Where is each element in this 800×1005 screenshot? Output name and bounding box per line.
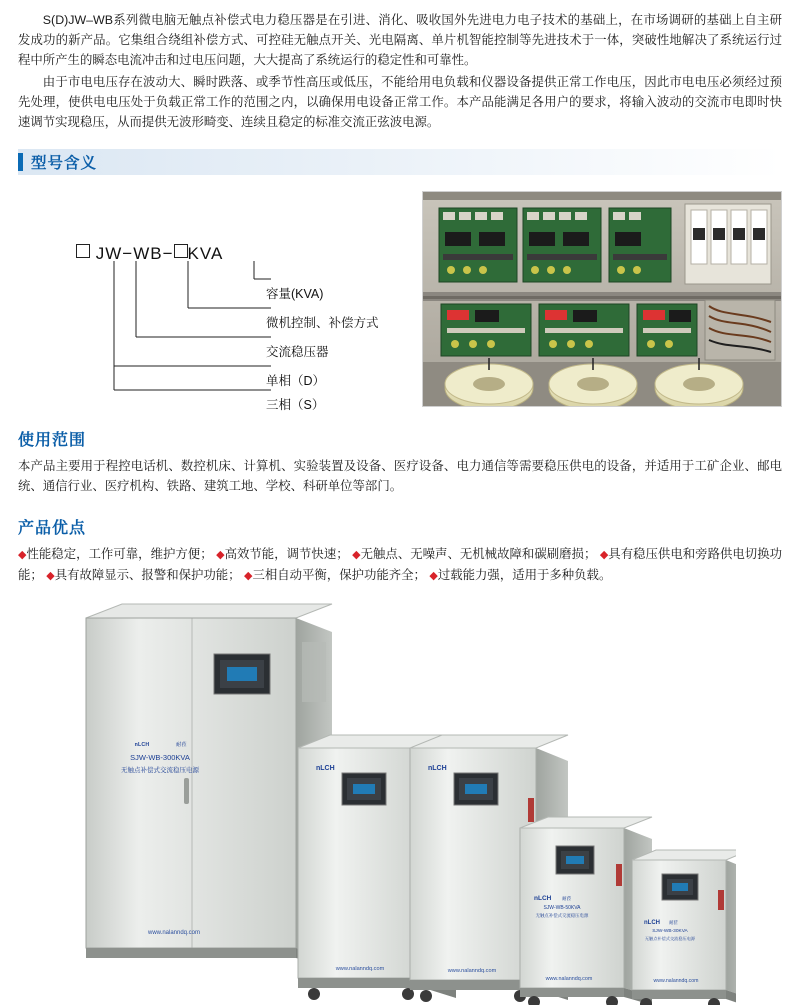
svg-text:耐菈: 耐菈 — [669, 920, 678, 926]
bullet-diamond-icon: ◆ — [429, 569, 438, 582]
svg-text:SJW-WB-300KVA: SJW-WB-300KVA — [130, 752, 190, 762]
svg-text:SJW-WB-30KVA: SJW-WB-30KVA — [652, 928, 688, 934]
advantage-item: 三相自动平衡，保护功能齐全； — [252, 567, 426, 582]
advantage-item: 过载能力强，适用于多种负载。 — [437, 567, 612, 582]
product-family-illustration — [64, 598, 736, 1005]
model-code-prefix-box — [76, 244, 90, 258]
advantage-item: 具有稳压供电和旁路供电切换功能； — [18, 546, 783, 582]
section-heading-advantages: 产品优点 — [18, 519, 87, 537]
svg-text:SJW-WB-50KVA: SJW-WB-50KVA — [543, 904, 581, 911]
model-code-string — [76, 244, 223, 264]
svg-text:无触点补偿式交流稳压电源: 无触点补偿式交流稳压电源 — [535, 913, 589, 919]
diagram-leader-lines — [18, 189, 418, 404]
bullet-diamond-icon: ◆ — [599, 548, 609, 561]
model-legend-three-phase: 三相（S） — [266, 397, 325, 412]
section-title-text: 型号含义 — [31, 154, 98, 172]
bullet-diamond-icon: ◆ — [18, 548, 27, 561]
svg-text:无触点补偿式交流稳压电源: 无触点补偿式交流稳压电源 — [121, 765, 199, 774]
control-board-illustration — [423, 192, 782, 407]
intro-paragraph-2: 由于市电电压存在波动大、瞬时跌落、或季节性高压或低压，不能给用电负载和仪器设备提供正常工作电压，因此市电电压必须经过预先处理，使供电电压处于负载正常工作的范围之内，以确保用电设备正常工作。本产品能满足各用户的要求，将输入波动的交流市电即时快速调节实现稳压，从而提供无波形畸变、连续且稳定的标准交流正弦波电源。 — [18, 75, 782, 130]
advantage-item: 高效节能，调节快速； — [224, 546, 349, 561]
section-heading-model-meaning — [18, 149, 782, 175]
svg-text:无触点补偿式交流稳压电源: 无触点补偿式交流稳压电源 — [644, 935, 696, 941]
bullet-diamond-icon: ◆ — [216, 548, 225, 561]
bullet-diamond-icon: ◆ — [244, 569, 253, 582]
svg-text:耐菈: 耐菈 — [176, 741, 187, 748]
model-code-unit: KVA — [187, 243, 224, 263]
heading-tick-marker — [18, 153, 23, 171]
advantage-item: 无触点、无噪声、无机械故障和碳刷磨损； — [360, 546, 597, 561]
section-heading-usage-scope: 使用范围 — [18, 431, 87, 449]
model-legend-regulator: 交流稳压器 — [266, 344, 329, 359]
svg-text:nLCH: nLCH — [134, 741, 150, 748]
intro-section — [0, 0, 800, 133]
cabinet-300kva — [86, 604, 332, 968]
model-legend-capacity: 容量(KVA) — [266, 286, 324, 301]
advantage-item: 具有故障显示、报警和保护功能； — [54, 567, 241, 582]
svg-text:www.nalanndq.com: www.nalanndq.com — [447, 967, 497, 974]
model-legend-control: 微机控制、补偿方式 — [266, 315, 379, 330]
svg-text:耐菈: 耐菈 — [562, 896, 572, 902]
svg-text:www.nalanndq.com: www.nalanndq.com — [545, 975, 593, 982]
model-legend-single-phase: 单相（D） — [266, 373, 326, 388]
cabinet-30kva — [632, 850, 736, 1005]
model-code-diagram — [18, 189, 418, 412]
svg-text:www.nalanndq.com: www.nalanndq.com — [653, 977, 699, 984]
svg-text:www.nalanndq.com: www.nalanndq.com — [147, 929, 201, 936]
svg-text:www.nalanndq.com: www.nalanndq.com — [335, 965, 385, 972]
control-board-photo — [422, 191, 782, 407]
intro-paragraph-1: S(D)JW–WB系列微电脑无触点补偿式电力稳压器是在引进、消化、吸收国外先进电力电子技术的基础上，在市场调研的基础上自主研发成功的新产品。它集组合绕组补偿方式、可控硅无触点开关、光电隔离、单片机智能控制等先进技术于一体，突破性地解决了系统运行过程中所产生的瞬态电流冲击和过电压问题，大大提高了系统运行的稳定性和可靠性。 — [18, 13, 782, 68]
product-family-photo — [64, 598, 736, 1005]
advantage-item: 性能稳定，工作可靠，维护方便； — [26, 546, 213, 561]
svg-text:nLCH: nLCH — [316, 764, 335, 772]
svg-text:nLCH: nLCH — [428, 764, 447, 772]
usage-scope-text: 本产品主要用于程控电话机、数控机床、计算机、实验装置及设备、医疗设备、电力通信等需要稳压供电的设备，并适用于工矿企业、邮电统、通信行业、医疗机构、铁路、建筑工地、学校、科研单位等部门。 — [18, 458, 782, 494]
bullet-diamond-icon: ◆ — [352, 548, 361, 561]
svg-text:nLCH: nLCH — [644, 919, 660, 926]
advantages-text — [18, 544, 782, 586]
bullet-diamond-icon: ◆ — [46, 569, 55, 582]
model-meaning-block — [0, 181, 800, 412]
model-code-text: JW−WB− — [95, 243, 174, 263]
model-code-suffix-box — [174, 244, 188, 258]
heading-bar-background — [18, 149, 782, 175]
svg-text:nLCH: nLCH — [534, 894, 552, 902]
